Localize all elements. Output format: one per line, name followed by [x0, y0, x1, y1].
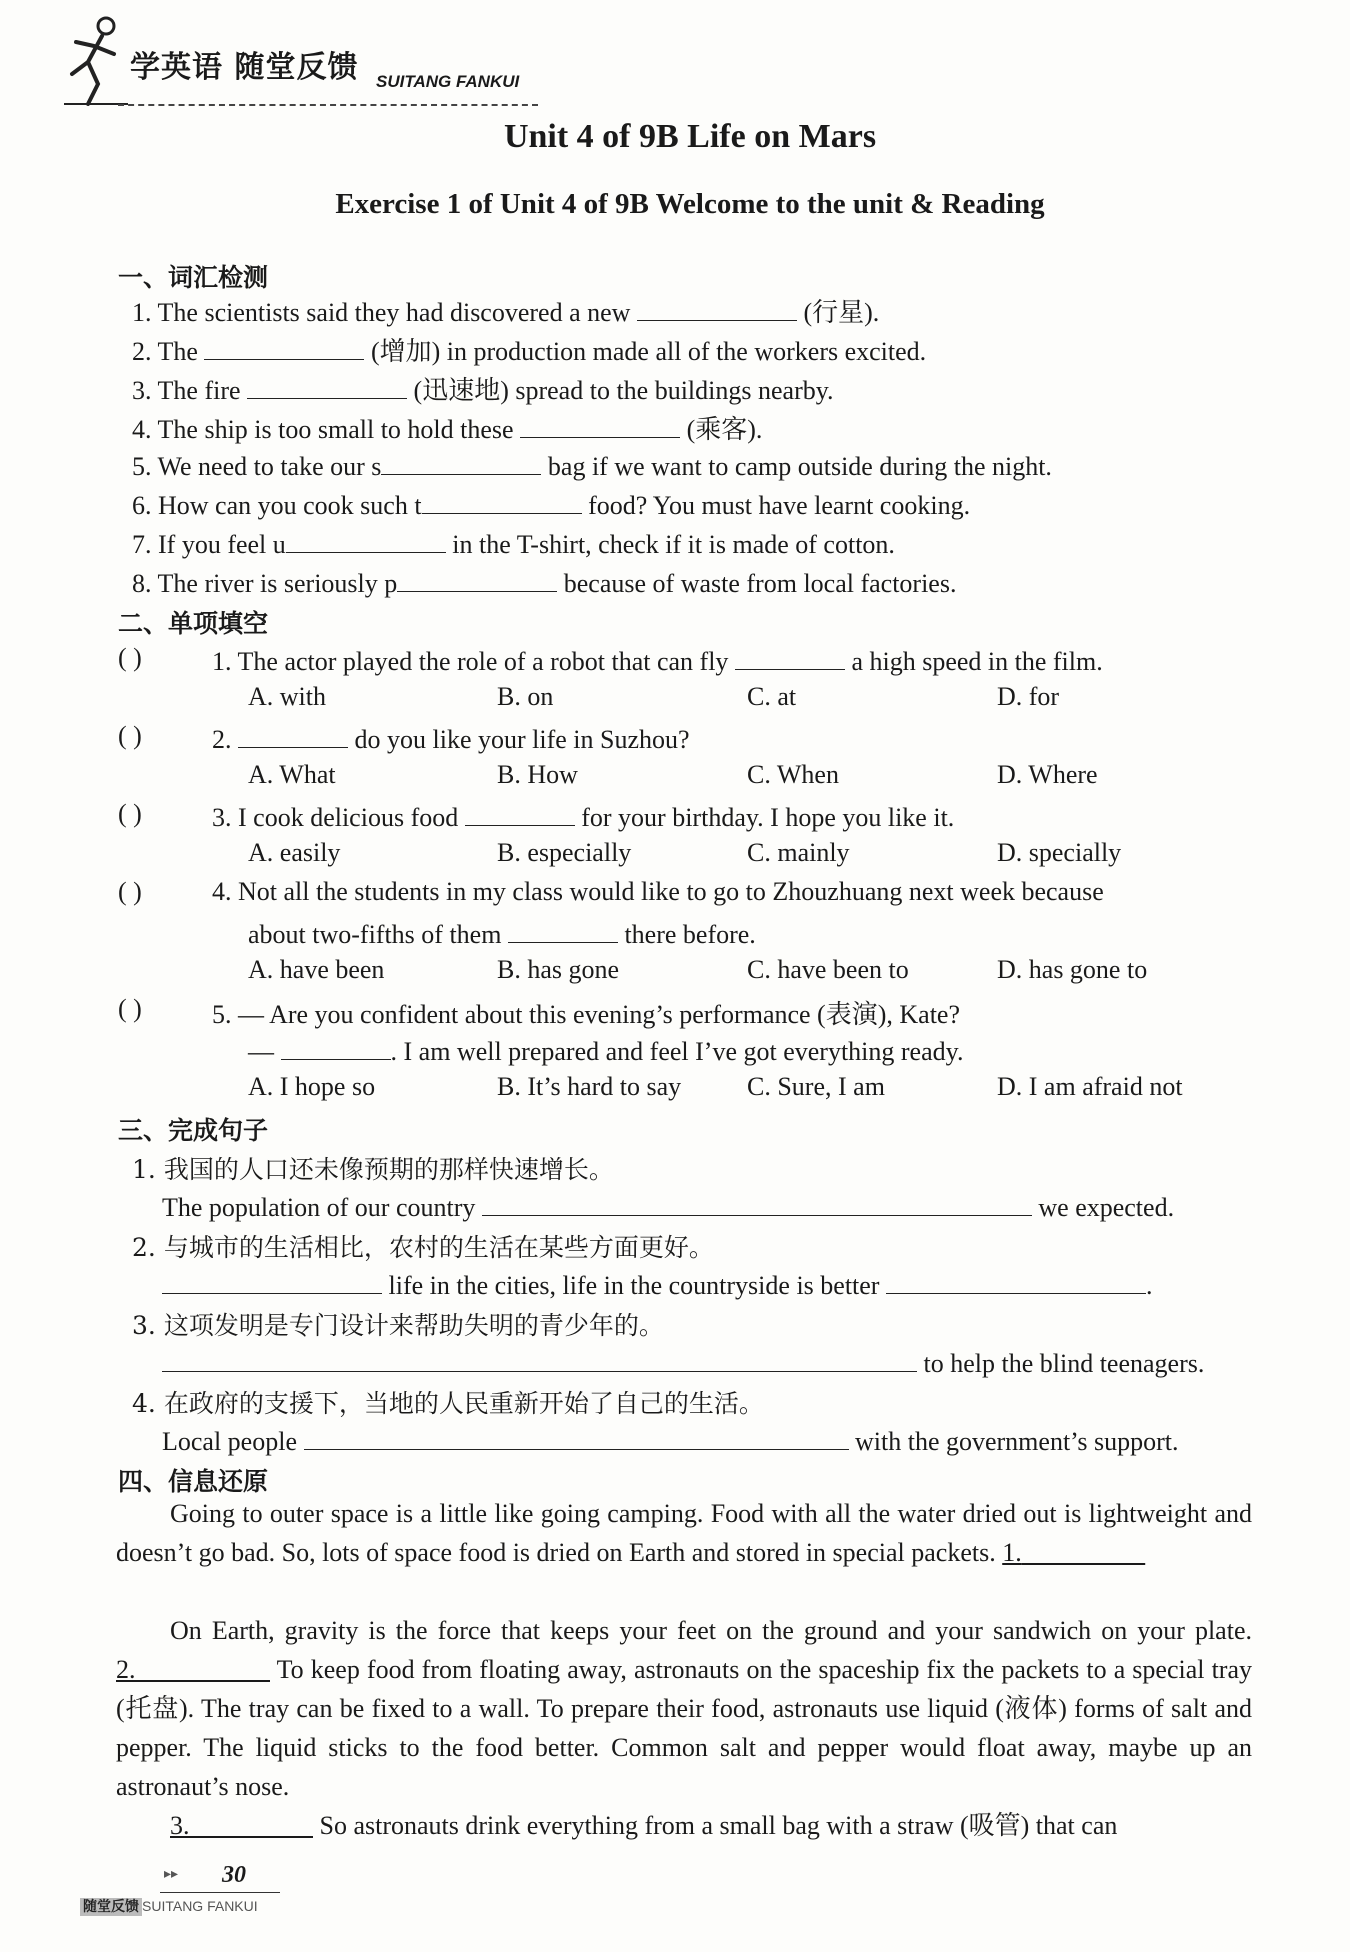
option-a: A. with	[248, 682, 326, 711]
complete-item-cn	[132, 1228, 714, 1264]
item-text: — Are you confident about this evening’s performance (表演), Kate?	[238, 1000, 960, 1029]
vocab-item	[132, 292, 879, 329]
option-d: D. for	[997, 682, 1060, 711]
vocab-item	[132, 370, 834, 407]
complete-item-en	[162, 1267, 1152, 1301]
item-number: 1.	[132, 1155, 156, 1184]
item-text: If you feel u	[158, 530, 286, 559]
passage-paragraph-2	[116, 1611, 1252, 1806]
option-b: B. on	[497, 682, 554, 711]
item-text: (迅速地) spread to the buildings nearby.	[407, 376, 834, 405]
vocab-item	[132, 331, 926, 368]
answer-blank[interactable]	[238, 721, 348, 748]
item-text: The	[157, 337, 205, 366]
item-number: 4.	[132, 1389, 156, 1418]
item-text: with the government’s support.	[855, 1427, 1179, 1456]
item-number: 5.	[132, 452, 152, 481]
blank-number: 1.	[1002, 1538, 1022, 1567]
item-text: The river is seriously p	[157, 569, 398, 598]
vocab-item	[132, 487, 970, 521]
choice-question-cont	[248, 1033, 963, 1067]
item-text: we expected.	[1038, 1193, 1175, 1222]
item-text: there before.	[617, 920, 756, 949]
option-c: C. mainly	[747, 838, 850, 867]
passage-blank-1[interactable]	[1002, 1538, 1145, 1567]
option-a: A. What	[248, 760, 336, 789]
item-text: food? You must have learnt cooking.	[581, 491, 971, 520]
choice-question-cont	[248, 916, 756, 950]
option-b: B. especially	[497, 838, 632, 867]
complete-item-cn	[132, 1306, 664, 1342]
unit-title: Unit 4 of 9B Life on Mars	[503, 118, 877, 155]
complete-item-cn	[132, 1150, 614, 1186]
option-b: B. has gone	[497, 955, 620, 984]
complete-item-cn	[132, 1384, 764, 1420]
page-number: 30	[222, 1862, 246, 1888]
answer-blank[interactable]	[482, 1189, 1032, 1216]
item-text: . I am well prepared and feel I’ve got everything ready.	[390, 1037, 964, 1066]
item-text: We need to take our s	[157, 452, 382, 481]
item-text: (增加) in production made all of the workers excited.	[364, 337, 927, 366]
answer-blank[interactable]	[886, 1267, 1146, 1294]
item-text: The scientists said they had discovered a new	[157, 298, 637, 327]
item-text: How can you cook such t	[158, 491, 422, 520]
item-number: 3.	[132, 376, 152, 405]
item-number: 7.	[132, 530, 152, 559]
answer-blank[interactable]	[281, 1033, 391, 1060]
answer-blank[interactable]	[286, 526, 446, 553]
item-chinese: 与城市的生活相比，农村的生活在某些方面更好。	[163, 1233, 714, 1262]
item-text: a high speed in the film.	[844, 647, 1103, 676]
item-text: bag if we want to camp outside during the night.	[541, 452, 1052, 481]
answer-blank[interactable]	[735, 643, 845, 670]
choice-question	[212, 994, 960, 1031]
item-text: in the T-shirt, check if it is made of cotton.	[445, 530, 895, 559]
passage-text: So astronauts drink everything from a small bag with a straw (吸管) that can	[319, 1811, 1118, 1840]
header-logo	[58, 14, 578, 106]
item-chinese: 在政府的支援下，当地的人民重新开始了自己的生活。	[163, 1389, 764, 1418]
option-c: C. have been to	[747, 955, 909, 984]
complete-item-en	[162, 1423, 1179, 1457]
answer-blank[interactable]	[162, 1267, 382, 1294]
answer-blank[interactable]	[247, 372, 407, 399]
answer-blank[interactable]	[508, 916, 618, 943]
choice-question	[212, 799, 954, 833]
item-text: about two-fifths of them	[248, 920, 508, 949]
item-text: for your birthday. I hope you like it.	[574, 803, 955, 832]
footer-brand	[80, 1896, 258, 1916]
footer-brand-cn: 随堂反馈	[80, 1898, 142, 1916]
answer-blank[interactable]	[304, 1423, 849, 1450]
option-c: C. When	[747, 760, 839, 789]
item-text: (行星).	[796, 298, 880, 327]
vocab-item	[132, 409, 762, 446]
passage-paragraph-3	[116, 1806, 1252, 1845]
answer-paren[interactable]: ( )	[118, 994, 142, 1023]
item-text: —	[248, 1037, 281, 1066]
choice-question	[212, 877, 1104, 907]
answer-paren[interactable]: ( )	[118, 721, 142, 750]
item-text: The fire	[157, 376, 248, 405]
answer-blank[interactable]	[381, 448, 541, 475]
item-text: to help the blind teenagers.	[923, 1349, 1205, 1378]
option-a: A. I hope so	[248, 1072, 376, 1101]
item-number: 2.	[132, 1233, 156, 1262]
item-text: Not all the students in my class would like to go to Zhouzhuang next week because	[238, 877, 1104, 906]
item-text: life in the cities, life in the countryside is better	[382, 1271, 886, 1300]
answer-blank[interactable]	[422, 487, 582, 514]
choice-question	[212, 643, 1103, 677]
header-brand-cn: 学英语 随堂反馈	[130, 50, 359, 85]
item-number: 5.	[212, 1000, 232, 1029]
option-d: D. I am afraid not	[997, 1072, 1183, 1101]
vocab-item	[132, 448, 1052, 482]
item-number: 3.	[132, 1311, 156, 1340]
item-text: do you like your life in Suzhou?	[348, 725, 690, 754]
answer-blank[interactable]	[637, 294, 797, 321]
answer-blank[interactable]	[397, 565, 557, 592]
item-number: 4.	[212, 877, 232, 906]
option-a: A. have been	[248, 955, 385, 984]
runner-logo-icon	[58, 14, 128, 106]
section-heading-choice: 二、单项填空	[118, 609, 269, 638]
answer-blank[interactable]	[162, 1345, 917, 1372]
option-d: D. specially	[997, 838, 1122, 867]
item-number: 8.	[132, 569, 152, 598]
vocab-item	[132, 565, 956, 599]
answer-paren[interactable]: ( )	[118, 877, 142, 906]
option-b: B. It’s hard to say	[497, 1072, 682, 1101]
item-number: 6.	[132, 491, 152, 520]
passage-paragraph-1	[116, 1494, 1252, 1572]
item-number: 1.	[212, 647, 232, 676]
item-text: (乘客).	[680, 415, 763, 444]
complete-item-en	[162, 1345, 1204, 1379]
item-number: 4.	[132, 415, 152, 444]
item-text: Local people	[162, 1427, 304, 1456]
blank-number: 2.	[116, 1655, 136, 1684]
passage-blank-3[interactable]	[170, 1811, 313, 1840]
answer-blank[interactable]	[465, 799, 575, 826]
option-b: B. How	[497, 760, 578, 789]
footer-divider	[160, 1892, 280, 1893]
item-text: The population of our country	[162, 1193, 482, 1222]
section-heading-complete: 三、完成句子	[118, 1116, 269, 1145]
item-text: because of waste from local factories.	[557, 569, 957, 598]
option-c: C. Sure, I am	[747, 1072, 885, 1101]
passage-blank-2[interactable]	[116, 1655, 270, 1684]
blank-number: 3.	[170, 1811, 190, 1840]
item-chinese: 我国的人口还未像预期的那样快速增长。	[163, 1155, 614, 1184]
item-number: 3.	[212, 803, 232, 832]
complete-item-en	[162, 1189, 1174, 1223]
passage-text: Going to outer space is a little like going camping. Food with all the water dried out is lightweight and doesn’t go bad. So, lots of space food is dried on Earth and stored in special packets.	[116, 1499, 1252, 1567]
answer-blank[interactable]	[204, 333, 364, 360]
option-d: D. Where	[997, 760, 1098, 789]
option-d: D. has gone to	[997, 955, 1148, 984]
vocab-item	[132, 526, 895, 560]
item-number: 1.	[132, 298, 152, 327]
section-heading-passage: 四、信息还原	[118, 1467, 269, 1496]
header-divider	[118, 104, 538, 106]
item-number: 2.	[212, 725, 232, 754]
header-brand-en: SUITANG FANKUI	[376, 72, 520, 91]
answer-paren[interactable]: ( )	[118, 799, 142, 828]
footer-arrows-icon: ▸▸	[164, 1866, 179, 1882]
option-c: C. at	[747, 682, 797, 711]
choice-question	[212, 721, 690, 755]
item-text: The actor played the role of a robot that can fly	[237, 647, 735, 676]
item-number: 2.	[132, 337, 152, 366]
footer-brand-en: SUITANG FANKUI	[142, 1898, 258, 1914]
passage-text: On Earth, gravity is the force that keeps your feet on the ground and your sandwich on your plate.	[170, 1616, 1252, 1645]
answer-blank[interactable]	[520, 411, 680, 438]
section-heading-vocab: 一、词汇检测	[118, 263, 269, 292]
item-text: I cook delicious food	[238, 803, 465, 832]
item-text: The ship is too small to hold these	[157, 415, 521, 444]
passage-text: To keep food from floating away, astronauts on the spaceship fix the packets to a special tray (托盘). The tray can be fixed to a wall. To prepare their food, astronauts use liquid (液体) forms of salt and pepper. The liquid sticks to the food better. Common salt and pepper would float away, maybe up an astronaut’s nose.	[116, 1655, 1252, 1801]
exercise-subtitle: Exercise 1 of Unit 4 of 9B Welcome to the unit & Reading	[335, 188, 1045, 220]
item-text: .	[1145, 1271, 1153, 1300]
item-chinese: 这项发明是专门设计来帮助失明的青少年的。	[163, 1311, 664, 1340]
answer-paren[interactable]: ( )	[118, 643, 142, 672]
option-a: A. easily	[248, 838, 341, 867]
